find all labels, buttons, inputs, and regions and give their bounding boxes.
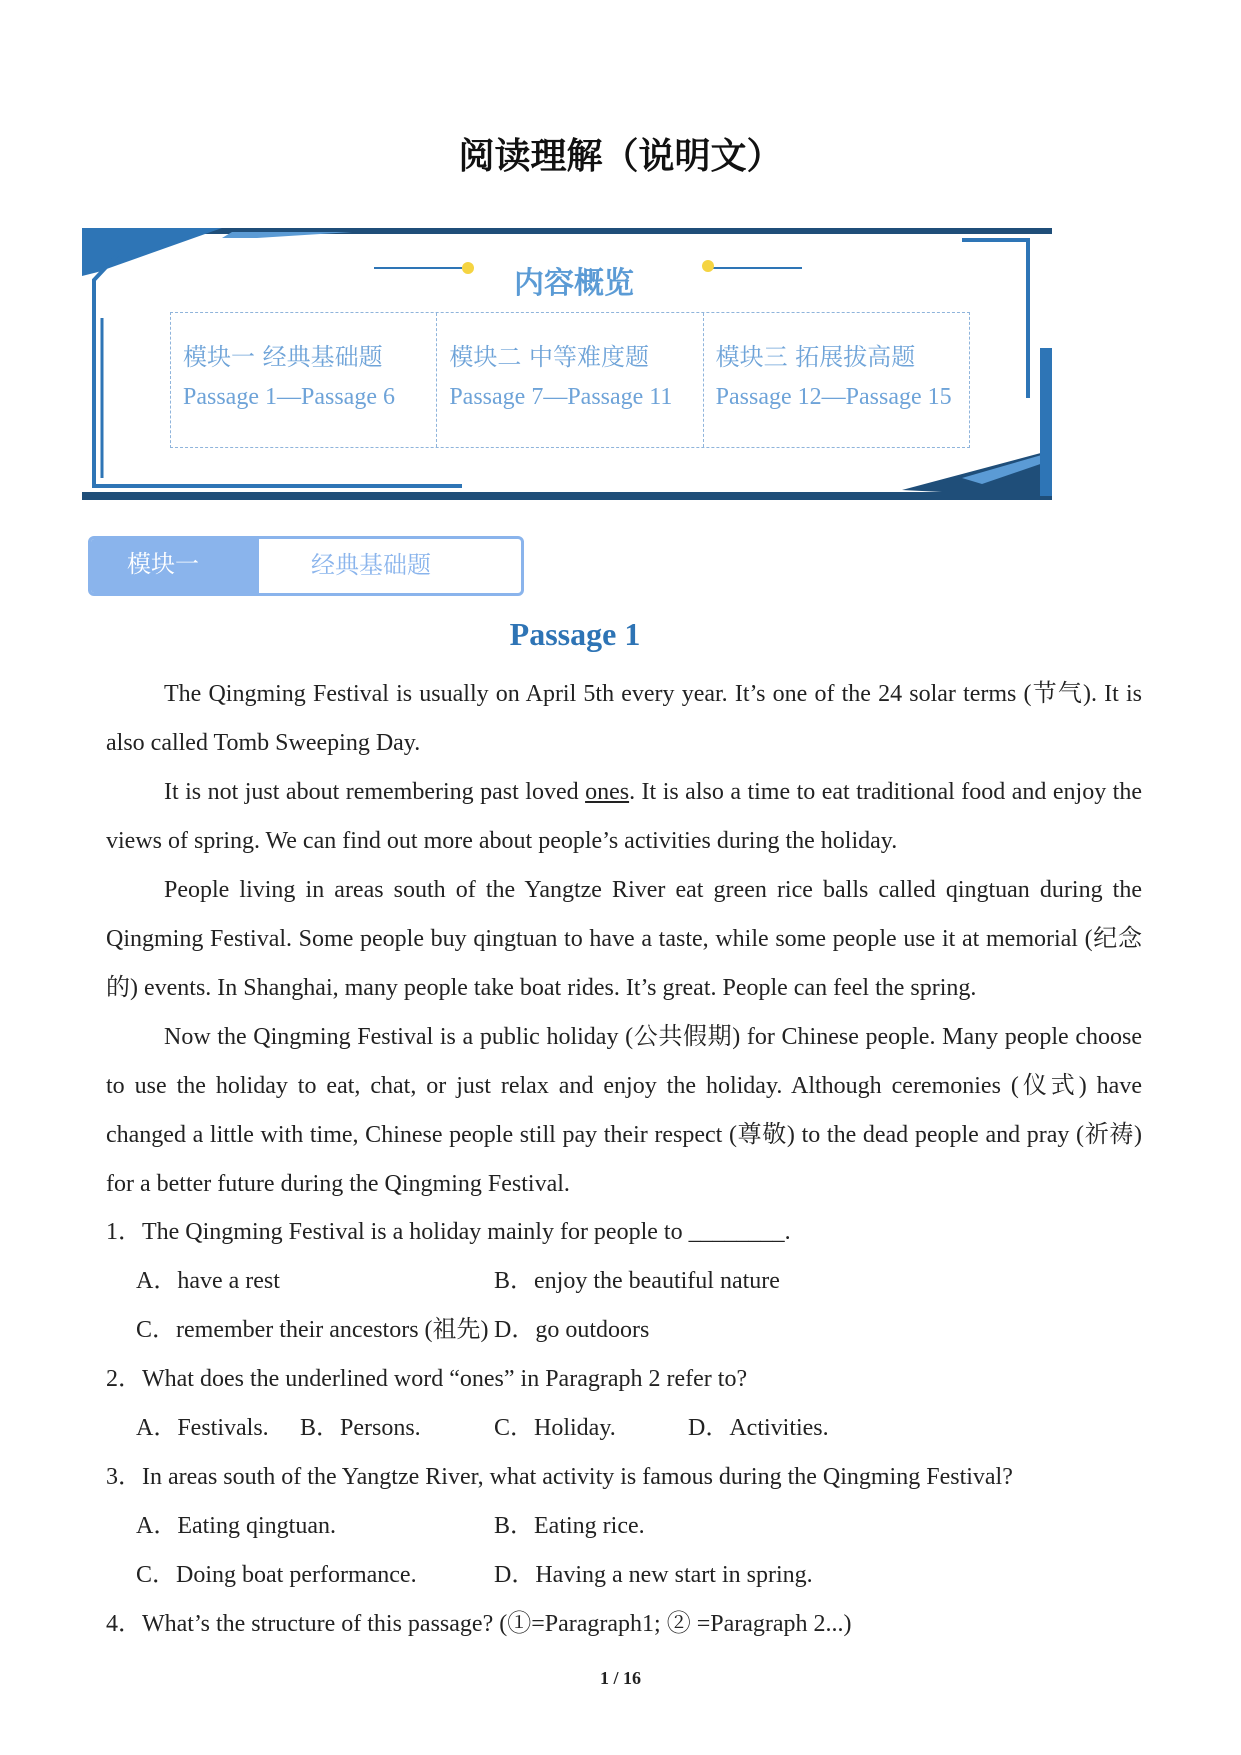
page-title: 阅读理解（说明文） [458, 136, 783, 177]
underlined-word: ones [585, 779, 630, 805]
question-4 [106, 1600, 1142, 1649]
option-row [106, 1306, 1142, 1355]
section-tab [88, 536, 524, 596]
module-cell-3 [704, 313, 969, 447]
content-overview-panel [82, 228, 1066, 500]
overview-heading: 内容概览 [514, 266, 634, 301]
passage-title: Passage 1 [509, 616, 641, 652]
option-a[interactable]: A．Eating qingtuan. [136, 1513, 336, 1539]
option-a[interactable]: A．Festivals. [136, 1415, 269, 1441]
question-list [106, 1208, 1142, 1649]
module-range: Passage 7—Passage 11 [449, 384, 673, 410]
module-name: 模块一 经典基础题 [183, 343, 383, 371]
question-stem: 2．What does the underlined word “ones” in Paragraph 2 refer to? [106, 1366, 748, 1392]
question-1 [106, 1208, 1142, 1355]
module-cell-2 [437, 313, 703, 447]
option-row [106, 1502, 1142, 1551]
page-number: 1 / 16 [599, 1668, 641, 1688]
paragraph-2-text: It is not just about remembering past loved [164, 779, 586, 805]
paragraph-2 [106, 768, 1142, 866]
paragraph-4: Now the Qingming Festival is a public holiday (公共假期) for Chinese people. Many people choose to use the holiday to eat, chat, or just relax and enjoy the holiday. Although ceremonies (仪式) have changed a little with time, Chinese people still pay their respect (尊敬) to the dead people and pray (祈祷) for a better future during the Qingming Festival. [106, 1024, 1142, 1197]
option-d[interactable]: D．go outdoors [494, 1317, 650, 1343]
question-3 [106, 1453, 1142, 1600]
module-cell-1 [171, 313, 437, 447]
option-row [106, 1404, 1142, 1453]
paragraph-3: People living in areas south of the Yangtze River eat green rice balls called qingtuan during the Qingming Festival. Some people buy qingtuan to have a taste, while some people use it at memorial (纪念的) events. In Shanghai, many people take boat rides. It’s great. People can feel the spring. [106, 877, 1142, 1001]
paragraph-1: The Qingming Festival is usually on April 5th every year. It’s one of the 24 solar terms (节气). It is also called Tomb Sweeping Day. [106, 681, 1142, 756]
option-c[interactable]: C．Holiday. [494, 1415, 616, 1441]
option-b[interactable]: B．Persons. [300, 1415, 421, 1441]
option-a[interactable]: A．have a rest [136, 1268, 280, 1294]
section-name: 经典基础题 [311, 551, 431, 579]
option-row [106, 1551, 1142, 1600]
question-stem: 4．What’s the structure of this passage? (①=Paragraph1; ② =Paragraph 2...) [106, 1611, 852, 1637]
module-grid [170, 312, 970, 448]
option-c[interactable]: C．remember their ancestors (祖先) [136, 1317, 489, 1343]
option-b[interactable]: B．Eating rice. [494, 1513, 645, 1539]
passage-body [106, 670, 1142, 1209]
module-name: 模块二 中等难度题 [449, 343, 649, 371]
section-tag: 模块一 [91, 539, 259, 593]
module-range: Passage 12—Passage 15 [715, 384, 952, 410]
option-d[interactable]: D．Activities. [688, 1415, 829, 1441]
option-d[interactable]: D．Having a new start in spring. [494, 1562, 813, 1588]
module-range: Passage 1—Passage 6 [183, 384, 395, 410]
option-row [106, 1257, 1142, 1306]
question-stem: 1．The Qingming Festival is a holiday mainly for people to ________. [106, 1219, 791, 1245]
question-2 [106, 1355, 1142, 1453]
paragraph-2-text: . It is also a time to eat traditional food and enjoy the views of spring. We can find out more about people’s activities during the holiday. [106, 779, 1142, 854]
option-c[interactable]: C．Doing boat performance. [136, 1562, 417, 1588]
module-name: 模块三 拓展拔高题 [715, 343, 916, 371]
option-b[interactable]: B．enjoy the beautiful nature [494, 1268, 780, 1294]
question-stem: 3．In areas south of the Yangtze River, what activity is famous during the Qingming Festival? [106, 1464, 1013, 1490]
